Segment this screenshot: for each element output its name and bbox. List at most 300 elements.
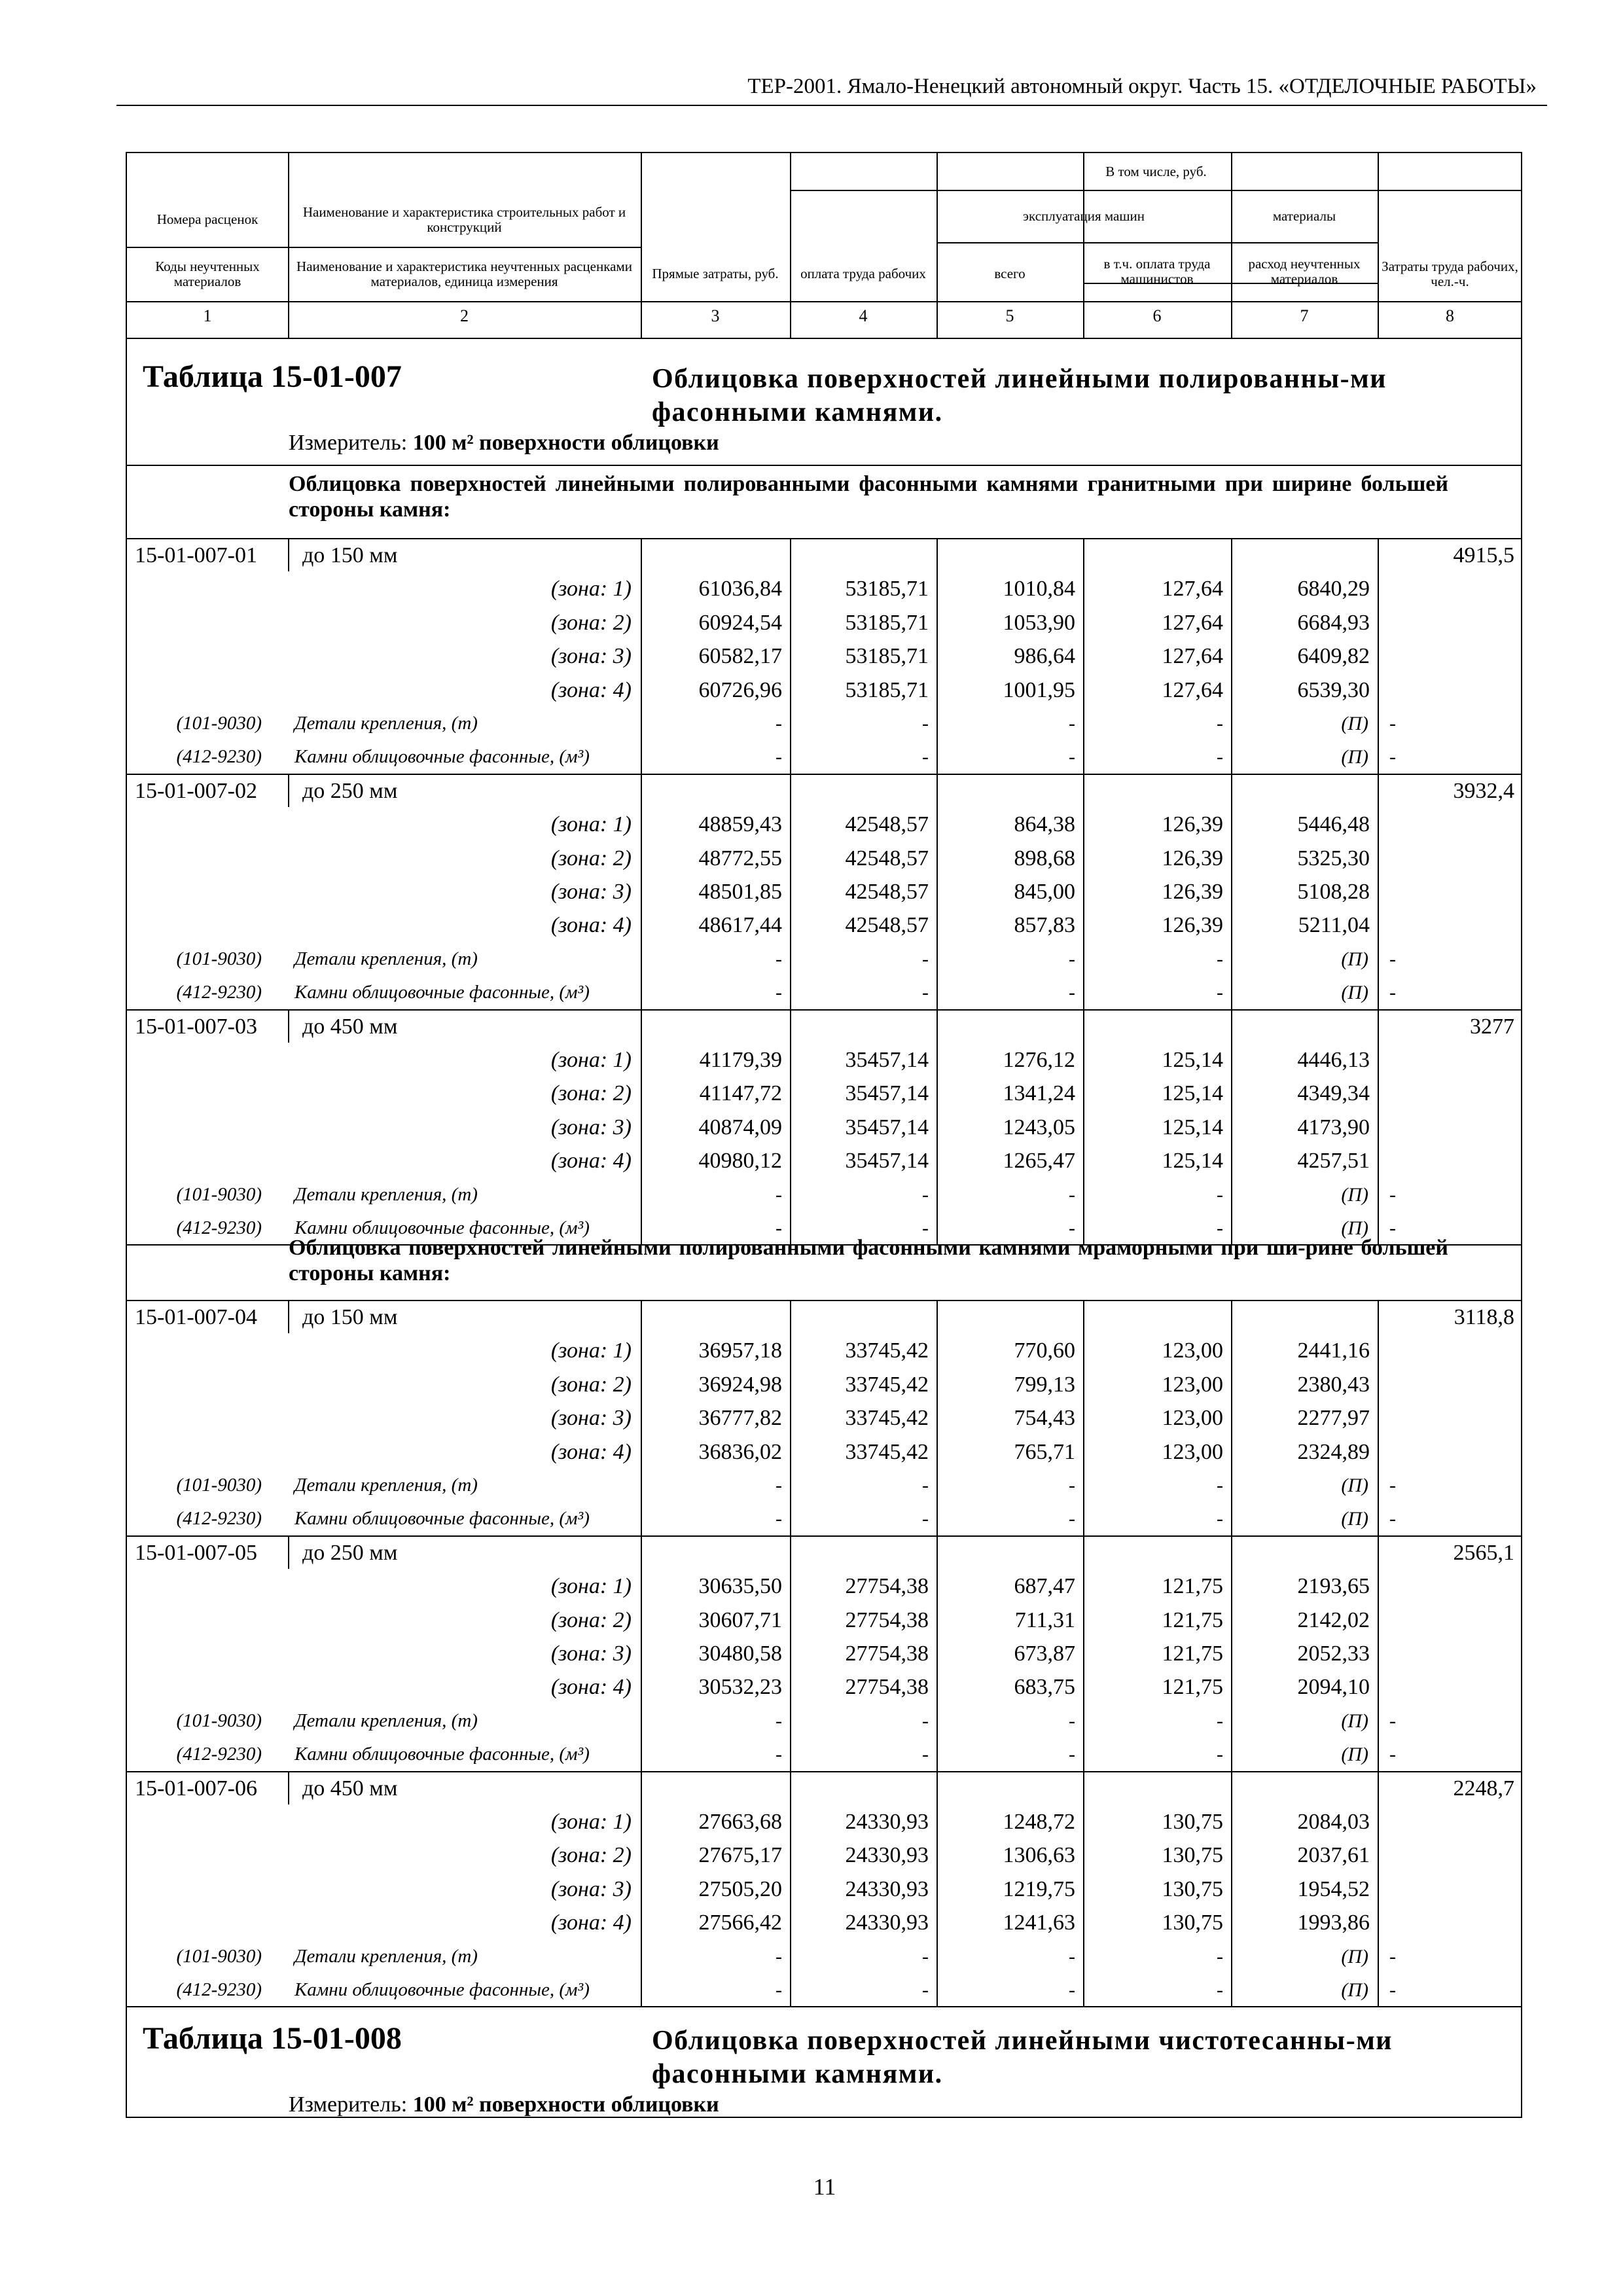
- head-unaccounted-materials: расход неучтенных материалов: [1248, 256, 1361, 287]
- rule: [936, 1009, 938, 1245]
- zone-label: (зона: 1): [550, 1574, 632, 1599]
- zone-value: 60582,17: [698, 644, 782, 669]
- material-empty: -: [1069, 1979, 1075, 2001]
- zone-label: (зона: 2): [550, 610, 632, 635]
- material-labor-empty: -: [1389, 1475, 1396, 1496]
- zone-value: 33745,42: [845, 1406, 929, 1431]
- material-unit-mark: (П): [1341, 1217, 1368, 1239]
- zone-value: 6840,29: [1297, 577, 1370, 601]
- material-empty: -: [1217, 1945, 1223, 1967]
- labor-hours: 3932,4: [1453, 778, 1514, 803]
- material-empty: -: [1217, 1508, 1223, 1530]
- zone-label: (зона: 2): [550, 1607, 632, 1632]
- rule: [288, 1300, 289, 1333]
- zone-value: 27754,38: [845, 1574, 929, 1599]
- zone-value: 125,14: [1162, 1048, 1223, 1072]
- zone-value: 130,75: [1162, 1876, 1223, 1901]
- material-empty: -: [1217, 982, 1223, 1004]
- zone-value: 36836,02: [698, 1439, 782, 1464]
- zone-value: 35457,14: [845, 1048, 929, 1072]
- zone-value: 126,39: [1162, 880, 1223, 904]
- rule: [127, 301, 1522, 302]
- rule: [288, 774, 289, 807]
- material-name: Камни облицовочные фасонные, (м³): [294, 1979, 590, 2000]
- material-empty: -: [1069, 746, 1075, 768]
- measure-line: [289, 431, 1270, 456]
- column-number: 7: [1300, 306, 1309, 325]
- material-empty: -: [776, 1710, 782, 1732]
- material-empty: -: [1069, 713, 1075, 734]
- material-empty: -: [922, 1217, 929, 1239]
- head-material-name: Наименование и характеристика неучтенных расценками материалов, единица измерения: [296, 258, 632, 289]
- material-empty: -: [1217, 1979, 1223, 2001]
- zone-value: 1954,52: [1297, 1876, 1370, 1901]
- zone-label: (зона: 4): [550, 1149, 632, 1174]
- zone-value: 125,14: [1162, 1115, 1223, 1139]
- zone-value: 1243,05: [1003, 1115, 1075, 1139]
- rule: [936, 1771, 938, 2007]
- material-unit-mark: (П): [1341, 1710, 1368, 1732]
- zone-label: (зона: 3): [550, 1641, 632, 1666]
- zone-value: 30532,23: [698, 1675, 782, 1700]
- material-labor-empty: -: [1389, 713, 1396, 734]
- zone-value: 1265,47: [1003, 1149, 1075, 1174]
- rate-code: 15-01-007-02: [135, 778, 257, 803]
- rate-code: 15-01-007-04: [135, 1305, 257, 1329]
- rule: [1378, 1009, 1379, 1245]
- material-empty: -: [922, 1183, 929, 1206]
- material-empty: -: [1069, 982, 1075, 1004]
- zone-value: 4446,13: [1297, 1048, 1370, 1072]
- zone-value: 27675,17: [698, 1843, 782, 1868]
- material-name: Детали крепления, (т): [294, 1475, 478, 1496]
- rule: [790, 1535, 791, 1771]
- zone-value: 765,71: [1014, 1439, 1075, 1464]
- material-empty: -: [776, 1217, 782, 1239]
- zone-value: 1053,90: [1003, 610, 1075, 635]
- zone-value: 123,00: [1162, 1372, 1223, 1397]
- column-number: 8: [1446, 306, 1454, 325]
- rule: [127, 1300, 1522, 1301]
- zone-value: 130,75: [1162, 1810, 1223, 1834]
- rule: [641, 1300, 642, 1535]
- rule: [1378, 1771, 1379, 2007]
- head-material-codes: Коды неучтенных материалов: [155, 258, 260, 289]
- zone-value: 898,68: [1014, 846, 1075, 870]
- material-empty: -: [922, 1710, 929, 1732]
- material-labor-empty: -: [1389, 1508, 1396, 1530]
- rate-name: до 250 мм: [302, 778, 398, 803]
- zone-value: 53185,71: [845, 644, 929, 669]
- material-empty: -: [922, 1945, 929, 1967]
- material-labor-empty: -: [1389, 1710, 1396, 1732]
- rule: [790, 1009, 791, 1245]
- zone-value: 687,47: [1014, 1574, 1075, 1599]
- zone-value: 130,75: [1162, 1910, 1223, 1935]
- table-name: Облицовка поверхностей линейными полированны-ми фасонными камнями.: [652, 364, 1387, 428]
- zone-value: 60726,96: [698, 677, 782, 702]
- material-labor-empty: -: [1389, 746, 1396, 768]
- zone-value: 33745,42: [845, 1372, 929, 1397]
- labor-hours: 4915,5: [1453, 543, 1514, 567]
- rule: [1231, 1771, 1232, 2007]
- measure-label: Измеритель:: [289, 431, 413, 455]
- zone-label: (зона: 3): [550, 1406, 632, 1431]
- zone-value: 27754,38: [845, 1641, 929, 1666]
- zone-value: 5211,04: [1298, 913, 1370, 938]
- zone-label: (зона: 1): [550, 1048, 632, 1072]
- zone-value: 48859,43: [698, 812, 782, 837]
- subsection-heading: Облицовка поверхностей линейными полированными фасонными камнями гранитными при ширине большей стороны камня:: [289, 472, 1448, 522]
- zone-label: (зона: 2): [550, 1372, 632, 1397]
- material-empty: -: [1069, 1217, 1075, 1239]
- head-labor-pay: оплата труда рабочих: [800, 266, 926, 282]
- rule: [127, 2006, 1522, 2007]
- material-name: Камни облицовочные фасонные, (м³): [294, 1744, 590, 1765]
- zone-value: 6539,30: [1297, 677, 1370, 702]
- zone-value: 27754,38: [845, 1675, 929, 1700]
- zone-value: 4349,34: [1297, 1081, 1370, 1106]
- subsection-heading: Облицовка поверхностей линейными полированными фасонными камнями мраморными при ши-рине большей стороны камня:: [289, 1236, 1448, 1286]
- running-header: [116, 71, 1547, 106]
- zone-value: 1241,63: [1003, 1910, 1075, 1935]
- zone-value: 121,75: [1162, 1675, 1223, 1700]
- labor-hours: 3277: [1470, 1014, 1514, 1039]
- material-labor-empty: -: [1389, 948, 1396, 970]
- head-machines-total: всего: [994, 266, 1026, 282]
- zone-label: (зона: 4): [550, 677, 632, 702]
- material-empty: -: [1069, 1945, 1075, 1967]
- rule: [936, 1300, 938, 1535]
- zone-value: 126,39: [1162, 846, 1223, 870]
- rule: [1083, 1009, 1084, 1245]
- column-number: 3: [711, 306, 720, 325]
- zone-label: (зона: 2): [550, 1081, 632, 1106]
- zone-value: 60924,54: [698, 610, 782, 635]
- material-empty: -: [1069, 1744, 1075, 1766]
- measure-line: [289, 2092, 1270, 2117]
- material-code: (412-9230): [176, 1217, 262, 1238]
- rate-name: до 450 мм: [302, 1014, 398, 1039]
- zone-value: 30480,58: [698, 1641, 782, 1666]
- rule: [936, 538, 938, 774]
- column-number: 6: [1152, 306, 1162, 325]
- zone-value: 123,00: [1162, 1406, 1223, 1431]
- zone-value: 48772,55: [698, 846, 782, 870]
- rule: [936, 1535, 938, 1771]
- material-empty: -: [776, 948, 782, 970]
- zone-value: 61036,84: [698, 577, 782, 601]
- head-rate-number: Номера расценок: [156, 211, 259, 228]
- material-code: (412-9230): [176, 1744, 262, 1765]
- zone-value: 845,00: [1014, 880, 1075, 904]
- column-number: 5: [1005, 306, 1014, 325]
- zone-value: 2441,16: [1297, 1338, 1370, 1363]
- zone-value: 123,00: [1162, 1338, 1223, 1363]
- zone-value: 123,00: [1162, 1439, 1223, 1464]
- material-unit-mark: (П): [1341, 1979, 1368, 2001]
- rule: [127, 338, 1522, 339]
- rate-code: 15-01-007-05: [135, 1540, 257, 1565]
- head-work-name: Наименование и характеристика строительных работ и конструкций: [302, 204, 626, 235]
- zone-label: (зона: 1): [550, 1338, 632, 1363]
- rate-name: до 450 мм: [302, 1776, 398, 1801]
- material-unit-mark: (П): [1341, 1744, 1368, 1766]
- zone-value: 53185,71: [845, 677, 929, 702]
- rule: [1231, 774, 1232, 1009]
- rule: [641, 1771, 642, 2007]
- head-machinists-pay: в т.ч. оплата труда машинистов: [1103, 256, 1211, 287]
- rule: [288, 1535, 289, 1569]
- material-code: (101-9030): [176, 1475, 262, 1496]
- zone-value: 33745,42: [845, 1439, 929, 1464]
- zone-value: 40980,12: [698, 1149, 782, 1174]
- material-empty: -: [1069, 1475, 1075, 1496]
- material-code: (101-9030): [176, 1710, 262, 1731]
- material-unit-mark: (П): [1341, 1945, 1368, 1967]
- zone-label: (зона: 3): [550, 644, 632, 669]
- zone-value: 2037,61: [1297, 1843, 1370, 1868]
- zone-value: 1276,12: [1003, 1048, 1075, 1072]
- zone-label: (зона: 3): [550, 880, 632, 904]
- material-unit-mark: (П): [1341, 746, 1368, 768]
- rule: [1083, 1771, 1084, 2007]
- zone-label: (зона: 4): [550, 913, 632, 938]
- rule: [127, 1009, 1522, 1011]
- measure-label: Измеритель:: [289, 2092, 413, 2117]
- material-empty: -: [776, 713, 782, 734]
- material-code: (412-9230): [176, 746, 262, 768]
- zone-value: 754,43: [1014, 1406, 1075, 1431]
- zone-value: 126,39: [1162, 812, 1223, 837]
- zone-value: 30635,50: [698, 1574, 782, 1599]
- rule: [936, 774, 938, 1009]
- rule: [1378, 774, 1379, 1009]
- zone-value: 27663,68: [698, 1810, 782, 1834]
- rate-name: до 150 мм: [302, 543, 398, 567]
- measure-value: 100 м² поверхности облицовки: [412, 431, 719, 455]
- zone-value: 27566,42: [698, 1910, 782, 1935]
- material-unit-mark: (П): [1341, 982, 1368, 1004]
- measure-value: 100 м² поверхности облицовки: [412, 2092, 719, 2117]
- material-empty: -: [776, 1979, 782, 2001]
- material-code: (101-9030): [176, 713, 262, 734]
- zone-value: 127,64: [1162, 644, 1223, 669]
- zone-value: 35457,14: [845, 1149, 929, 1174]
- column-number: 1: [203, 306, 212, 325]
- zone-value: 27754,38: [845, 1607, 929, 1632]
- material-empty: -: [776, 746, 782, 768]
- zone-value: 770,60: [1014, 1338, 1075, 1363]
- zone-value: 24330,93: [845, 1810, 929, 1834]
- rule: [127, 538, 1522, 539]
- zone-label: (зона: 3): [550, 1115, 632, 1139]
- material-labor-empty: -: [1389, 1945, 1396, 1967]
- material-empty: -: [1217, 1217, 1223, 1239]
- zone-value: 121,75: [1162, 1607, 1223, 1632]
- zone-value: 2052,33: [1297, 1641, 1370, 1666]
- zone-label: (зона: 3): [550, 1876, 632, 1901]
- zone-value: 27505,20: [698, 1876, 782, 1901]
- head-direct-costs: Прямые затраты, руб.: [652, 266, 779, 282]
- zone-value: 799,13: [1014, 1372, 1075, 1397]
- zone-value: 1219,75: [1003, 1876, 1075, 1901]
- zone-value: 2380,43: [1297, 1372, 1370, 1397]
- zone-value: 5325,30: [1297, 846, 1370, 870]
- zone-value: 121,75: [1162, 1574, 1223, 1599]
- labor-hours: 3118,8: [1454, 1305, 1514, 1329]
- material-unit-mark: (П): [1341, 713, 1368, 734]
- zone-value: 6409,82: [1297, 644, 1370, 669]
- zone-label: (зона: 4): [550, 1910, 632, 1935]
- zone-value: 36924,98: [698, 1372, 782, 1397]
- zone-value: 41147,72: [699, 1081, 782, 1106]
- zone-value: 673,87: [1014, 1641, 1075, 1666]
- material-empty: -: [1217, 1744, 1223, 1766]
- zone-value: 53185,71: [845, 610, 929, 635]
- zone-value: 127,64: [1162, 577, 1223, 601]
- rate-code: 15-01-007-01: [135, 543, 257, 567]
- zone-value: 857,83: [1014, 913, 1075, 938]
- material-empty: -: [776, 1183, 782, 1206]
- rate-name: до 250 мм: [302, 1540, 398, 1565]
- rule: [790, 1771, 791, 2007]
- column-number: 2: [460, 306, 469, 325]
- rule: [641, 538, 642, 774]
- material-empty: -: [922, 1744, 929, 1766]
- rate-code: 15-01-007-06: [135, 1776, 257, 1801]
- material-empty: -: [922, 1475, 929, 1496]
- zone-value: 126,39: [1162, 913, 1223, 938]
- rule: [1083, 774, 1084, 1009]
- material-empty: -: [922, 1508, 929, 1530]
- material-name: Детали крепления, (т): [294, 1183, 478, 1205]
- material-code: (101-9030): [176, 948, 262, 969]
- rule: [1231, 1535, 1232, 1771]
- rule: [288, 1771, 289, 1804]
- rule: [641, 1535, 642, 1771]
- zone-value: 33745,42: [845, 1338, 929, 1363]
- material-labor-empty: -: [1389, 1744, 1396, 1766]
- zone-value: 6684,93: [1297, 610, 1370, 635]
- rule: [127, 1771, 1522, 1772]
- rule: [1231, 538, 1232, 774]
- material-empty: -: [922, 948, 929, 970]
- table-title: Таблица 15-01-007: [143, 359, 402, 394]
- zone-value: 121,75: [1162, 1641, 1223, 1666]
- zone-value: 35457,14: [845, 1115, 929, 1139]
- zone-value: 683,75: [1014, 1675, 1075, 1700]
- zone-value: 2094,10: [1297, 1675, 1370, 1700]
- zone-label: (зона: 2): [550, 846, 632, 870]
- material-empty: -: [1217, 713, 1223, 734]
- rule: [1378, 1300, 1379, 1535]
- rate-code: 15-01-007-03: [135, 1014, 257, 1039]
- zone-value: 1248,72: [1003, 1810, 1075, 1834]
- material-empty: -: [922, 713, 929, 734]
- zone-label: (зона: 1): [550, 1810, 632, 1834]
- head-labor-hours: Затраты труда рабочих, чел.-ч.: [1382, 258, 1518, 289]
- material-empty: -: [1217, 948, 1223, 970]
- material-empty: -: [1069, 948, 1075, 970]
- material-unit-mark: (П): [1341, 1475, 1368, 1496]
- material-code: (412-9230): [176, 1979, 262, 2000]
- material-empty: -: [1069, 1508, 1075, 1530]
- zone-label: (зона: 2): [550, 1843, 632, 1868]
- zone-value: 30607,71: [698, 1607, 782, 1632]
- rule: [1083, 538, 1084, 774]
- material-code: (412-9230): [176, 1508, 262, 1530]
- zone-value: 36957,18: [698, 1338, 782, 1363]
- zone-value: 42548,57: [845, 812, 929, 837]
- material-empty: -: [776, 1744, 782, 1766]
- material-empty: -: [776, 982, 782, 1004]
- rule: [288, 538, 289, 571]
- rule: [1378, 1535, 1379, 1771]
- material-name: Камни облицовочные фасонные, (м³): [294, 982, 590, 1003]
- zone-value: 2142,02: [1297, 1607, 1370, 1632]
- table-title: Таблица 15-01-008: [143, 2021, 402, 2056]
- material-empty: -: [1069, 1710, 1075, 1732]
- zone-value: 24330,93: [845, 1910, 929, 1935]
- rule: [1231, 1300, 1232, 1535]
- zone-value: 24330,93: [845, 1843, 929, 1868]
- zone-label: (зона: 4): [550, 1675, 632, 1700]
- rule: [790, 774, 791, 1009]
- material-empty: -: [776, 1945, 782, 1967]
- zone-value: 40874,09: [698, 1115, 782, 1139]
- rule: [641, 774, 642, 1009]
- labor-hours: 2565,1: [1453, 1540, 1514, 1565]
- rule: [288, 1009, 289, 1043]
- material-unit-mark: (П): [1341, 948, 1368, 970]
- zone-value: 1010,84: [1003, 577, 1075, 601]
- rate-name: до 150 мм: [302, 1305, 398, 1329]
- head-machines: эксплуатация машин: [1023, 207, 1145, 224]
- zone-label: (зона: 1): [550, 812, 632, 837]
- zone-value: 24330,93: [845, 1876, 929, 1901]
- zone-value: 42548,57: [845, 846, 929, 870]
- zone-value: 1001,95: [1003, 677, 1075, 702]
- head-including: В том числе, руб.: [1105, 163, 1207, 179]
- rule: [127, 1535, 1522, 1537]
- rule: [1083, 1300, 1084, 1535]
- zone-value: 1993,86: [1297, 1910, 1370, 1935]
- zone-value: 5108,28: [1297, 880, 1370, 904]
- material-empty: -: [1217, 1710, 1223, 1732]
- material-labor-empty: -: [1389, 1217, 1396, 1239]
- material-empty: -: [776, 1508, 782, 1530]
- material-name: Детали крепления, (т): [294, 713, 478, 734]
- zone-value: 4173,90: [1297, 1115, 1370, 1139]
- material-name: Камни облицовочные фасонные, (м³): [294, 1508, 590, 1530]
- rates-table: [126, 152, 1522, 2118]
- material-code: (101-9030): [176, 1945, 262, 1967]
- zone-label: (зона: 4): [550, 1439, 632, 1464]
- column-number: 4: [859, 306, 868, 325]
- zone-value: 48501,85: [698, 880, 782, 904]
- zone-value: 127,64: [1162, 677, 1223, 702]
- rule: [127, 774, 1522, 775]
- material-name: Детали крепления, (т): [294, 948, 478, 969]
- rule: [127, 465, 1522, 466]
- zone-value: 2277,97: [1297, 1406, 1370, 1431]
- zone-value: 41179,39: [699, 1048, 782, 1072]
- zone-value: 2324,89: [1297, 1439, 1370, 1464]
- rule: [1231, 1009, 1232, 1245]
- zone-value: 125,14: [1162, 1149, 1223, 1174]
- zone-value: 864,38: [1014, 812, 1075, 837]
